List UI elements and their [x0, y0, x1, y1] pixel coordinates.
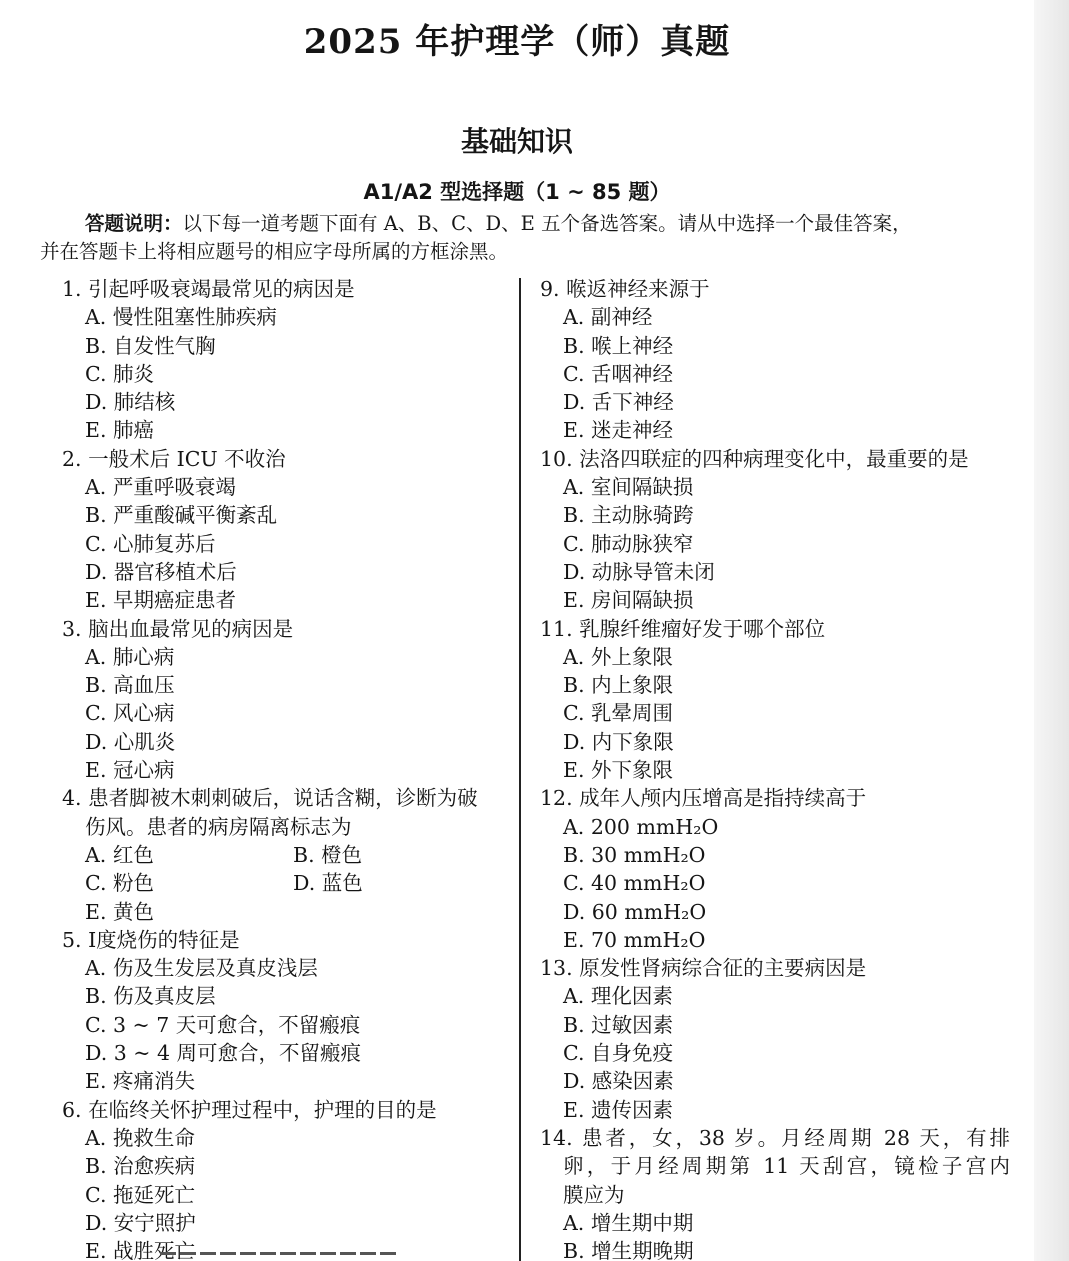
question-stem-line: 14. 患者，女，38 岁。月经周期 28 天，有排	[540, 1125, 1010, 1150]
question-stem-line: 3. 脑出血最常见的病因是	[62, 616, 294, 641]
instructions-text-1: 以下每一道考题下面有 A、B、C、D、E 五个备选答案。请从中选择一个最佳答案，	[182, 212, 912, 235]
question-item	[62, 445, 507, 615]
question-stem	[540, 445, 1010, 473]
answer-option: B. 严重酸碱平衡紊乱	[85, 503, 278, 528]
answer-option: E. 迷走神经	[563, 418, 673, 443]
answer-option: C. 40 mmH₂O	[563, 871, 706, 896]
answer-option: E. 肺癌	[85, 418, 154, 443]
question-stem	[62, 926, 507, 954]
question-stem	[62, 445, 507, 473]
cut-off-text-line	[160, 1252, 400, 1261]
answer-option: C. 风心病	[85, 701, 175, 726]
instructions	[40, 210, 1005, 266]
question-stem	[62, 784, 507, 841]
answer-option: E. 疼痛消失	[85, 1069, 195, 1094]
question-stem	[62, 1096, 507, 1124]
question-stem-line: 膜应为	[563, 1182, 625, 1207]
question-stem	[62, 615, 507, 643]
answer-option: A. 外上象限	[563, 644, 673, 669]
question-stem-line: 9. 喉返神经来源于	[540, 277, 710, 301]
question-item	[540, 445, 1010, 615]
question-stem-line: 伤风。患者的病房隔离标志为	[85, 814, 352, 839]
answer-option: E. 早期癌症患者	[85, 588, 236, 613]
answer-option: C. 3 ~ 7 天可愈合，不留瘢痕	[85, 1012, 361, 1037]
answer-option: B. 内上象限	[563, 673, 674, 698]
question-stem-line: 卵，于月经周期第 11 天刮宫，镜检子宫内	[563, 1154, 1010, 1179]
instructions-label: 答题说明：	[85, 212, 183, 235]
question-stem-line: 6. 在临终关怀护理过程中，护理的目的是	[62, 1097, 437, 1122]
question-stem-line: 5. Ⅰ度烧伤的特征是	[62, 927, 240, 952]
answer-option: D. 60 mmH₂O	[563, 899, 707, 924]
answer-option: E. 房间隔缺损	[563, 588, 694, 613]
answer-option: E. 黄色	[85, 899, 154, 924]
answer-option: D. 器官移植术后	[85, 559, 237, 584]
question-stem	[540, 784, 1010, 812]
answer-option: B. 主动脉骑跨	[563, 503, 694, 528]
answer-option: C. 心肺复苏后	[85, 531, 216, 556]
answer-option: A. 红色	[85, 842, 154, 867]
option-row	[62, 869, 507, 897]
answer-option: D. 3 ~ 4 周可愈合，不留瘢痕	[85, 1041, 362, 1066]
answer-option: B. 过敏因素	[563, 1012, 674, 1037]
answer-option: B. 30 mmH₂O	[563, 842, 706, 867]
question-stem-line: 11. 乳腺纤维瘤好发于哪个部位	[540, 616, 826, 641]
answer-option: D. 安宁照护	[85, 1210, 196, 1235]
question-stem	[540, 275, 1010, 303]
answer-option: A. 挽救生命	[85, 1125, 195, 1150]
instructions-line-2: 并在答题卡上将相应题号的相应字母所属的方框涂黑。	[40, 240, 509, 263]
answer-option: A. 增生期中期	[563, 1210, 694, 1235]
question-stem-line: 12. 成年人颅内压增高是指持续高于	[540, 786, 867, 811]
answer-option: E. 遗传因素	[563, 1097, 673, 1122]
answer-option: B. 增生期晚期	[563, 1239, 694, 1261]
question-stem-line: 10. 法洛四联症的四种病理变化中，最重要的是	[540, 446, 969, 471]
question-item	[540, 1124, 1010, 1261]
scan-edge	[1034, 0, 1069, 1261]
answer-option: D. 感染因素	[563, 1069, 674, 1094]
answer-option: C. 自身免疫	[563, 1041, 673, 1066]
instructions-line-1	[40, 210, 1005, 238]
answer-option: D. 舌下神经	[563, 390, 674, 415]
answer-option: D. 动脉导管未闭	[563, 559, 715, 584]
answer-option: A. 伤及生发层及真皮浅层	[85, 956, 318, 981]
answer-option: C. 乳晕周围	[563, 701, 673, 726]
question-stem	[540, 615, 1010, 643]
answer-option: A. 室间隔缺损	[563, 475, 694, 500]
question-stem	[62, 275, 507, 303]
answer-option: D. 心肌炎	[85, 729, 176, 754]
answer-option: A. 副神经	[563, 305, 653, 330]
question-item	[62, 784, 507, 925]
question-stem	[540, 1124, 1010, 1209]
question-item	[540, 275, 1010, 445]
answer-option: C. 肺动脉狭窄	[563, 531, 694, 556]
question-item	[62, 275, 507, 445]
left-column	[62, 275, 507, 1261]
answer-option: E. 外下象限	[563, 758, 673, 783]
question-stem	[540, 954, 1010, 982]
answer-option: E. 冠心病	[85, 758, 175, 783]
question-item	[540, 954, 1010, 1124]
question-stem-line: 1. 引起呼吸衰竭最常见的病因是	[62, 277, 355, 301]
answer-option: A. 慢性阻塞性肺疾病	[85, 305, 277, 330]
exam-title: 2025 年护理学（师）真题	[303, 22, 731, 62]
question-item	[540, 784, 1010, 954]
question-stem-line: 13. 原发性肾病综合征的主要病因是	[540, 956, 867, 981]
answer-option: D. 内下象限	[563, 729, 674, 754]
section-title: 基础知识	[460, 125, 573, 158]
answer-option: D. 蓝色	[293, 871, 363, 896]
answer-option: A. 严重呼吸衰竭	[85, 475, 236, 500]
answer-option: C. 肺炎	[85, 361, 154, 386]
answer-option: B. 伤及真皮层	[85, 984, 216, 1009]
option-row	[62, 841, 507, 869]
answer-option: B. 自发性气胸	[85, 333, 216, 358]
question-item	[62, 926, 507, 1096]
question-item	[62, 1096, 507, 1261]
answer-option: A. 200 mmH₂O	[563, 814, 719, 839]
question-type-heading: A1/A2 型选择题（1 ~ 85 题）	[363, 180, 671, 204]
answer-option: A. 肺心病	[85, 644, 175, 669]
right-column	[540, 275, 1010, 1261]
answer-option: A. 理化因素	[563, 984, 673, 1009]
column-divider	[519, 278, 521, 1261]
answer-option: D. 肺结核	[85, 390, 176, 415]
answer-option: B. 高血压	[85, 673, 175, 698]
question-item	[540, 615, 1010, 785]
answer-option: B. 喉上神经	[563, 333, 674, 358]
answer-option: C. 拖延死亡	[85, 1182, 195, 1207]
answer-option: C. 粉色	[85, 871, 154, 896]
question-stem-line: 2. 一般术后 ICU 不收治	[62, 446, 286, 471]
answer-option: E. 战胜死亡	[85, 1239, 195, 1261]
question-item	[62, 615, 507, 785]
answer-option: C. 舌咽神经	[563, 361, 673, 386]
answer-option: B. 橙色	[293, 842, 363, 867]
question-stem-line: 4. 患者脚被木刺刺破后，说话含糊，诊断为破	[62, 786, 478, 811]
answer-option: B. 治愈疾病	[85, 1154, 196, 1179]
answer-option: E. 70 mmH₂O	[563, 927, 706, 952]
